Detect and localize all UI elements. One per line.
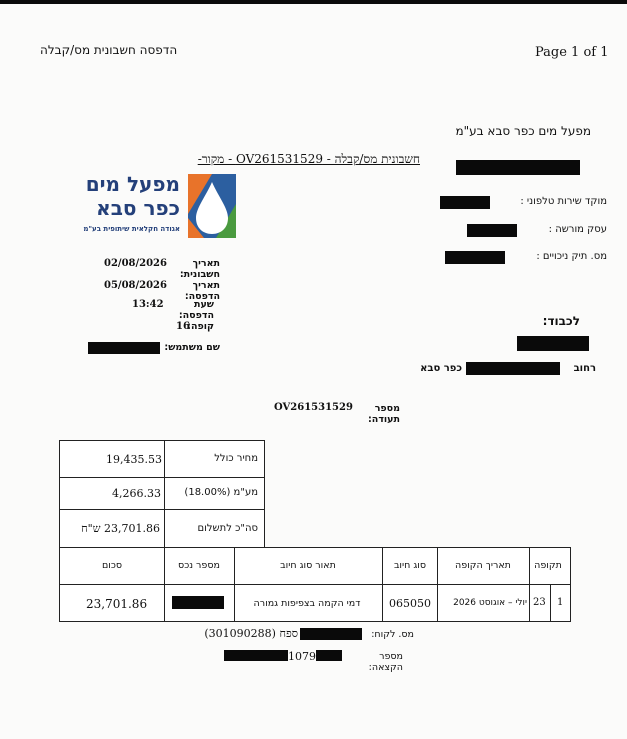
total-due-label: סה"כ לתשלום xyxy=(197,523,258,534)
print-title: הדפסה חשבונית מס/קבלה xyxy=(40,43,178,57)
vat-label: מע"מ (18.00%) xyxy=(184,487,258,498)
print-time-label: שעת הדפסה: xyxy=(178,299,214,321)
redacted-recipient-name xyxy=(517,336,589,351)
water-drop-logo-icon xyxy=(188,174,236,238)
street-label: רחוב xyxy=(573,363,596,374)
customer-annex: ספח (301090288) xyxy=(204,627,298,640)
col-desc-header: תאור סוג חיוב xyxy=(280,560,336,571)
redacted-username xyxy=(88,342,160,354)
company-logo xyxy=(188,174,236,238)
redacted-customer-number xyxy=(300,628,362,640)
invoice-date-value: 02/08/2026 xyxy=(104,258,167,269)
logo-line-2: כפר סבא xyxy=(96,196,180,220)
row-index: 1 xyxy=(557,597,564,608)
allocation-number-label: מספר הקצאה: xyxy=(368,651,403,673)
vat-value: 4,266.33 xyxy=(112,487,161,500)
total-due-value: 23,701.86 ש"ח xyxy=(81,522,160,535)
redacted-dealer-number xyxy=(467,224,517,237)
tax-file-label: מס. תיק ניכויים : xyxy=(536,251,607,262)
register-value: 16 xyxy=(176,321,190,332)
recipient-to-label: לכבוד: xyxy=(542,314,580,328)
print-date-value: 05/08/2026 xyxy=(104,280,167,291)
col-date-header: תאריך הקופה xyxy=(455,560,511,571)
recipient-city: כפר סבא xyxy=(420,363,462,374)
licensed-dealer-label: עסק מורשה : xyxy=(548,224,607,235)
redacted-allocation-rest xyxy=(224,650,288,661)
invoice-date-label: תאריך חשבונית: xyxy=(179,258,220,280)
customer-number-label: מס. לקוח: xyxy=(371,629,414,640)
redacted-tax-file xyxy=(445,251,505,264)
subtotal-value: 19,435.53 xyxy=(106,453,162,466)
logo-line-1: מפעל מים xyxy=(85,172,180,196)
invoice-details xyxy=(80,256,220,356)
page-indicator: Page 1 of 1 xyxy=(535,45,609,60)
service-center-label: מוקד שירות טלפוני : xyxy=(520,196,607,207)
col-amount-header: סכום xyxy=(101,560,123,571)
username-label: שם משתמש: xyxy=(164,342,220,353)
row-amount: 23,701.86 xyxy=(86,597,148,611)
redacted-street xyxy=(466,362,560,375)
row-charge-description: דמי הקמה בצפיפות גמורה xyxy=(253,598,361,609)
col-type-header: סוג חיוב xyxy=(393,560,427,571)
document-title: חשבונית מס/קבלה - OV261531529 - מקור- xyxy=(197,152,420,166)
row-charge-type: 065050 xyxy=(389,597,431,610)
col-period-header: תקופה xyxy=(534,560,562,571)
print-time-value: 13:42 xyxy=(132,299,164,310)
row-period: 23 xyxy=(533,597,546,608)
col-asset-header: מספר נכס xyxy=(178,560,220,571)
print-date-label: תאריך הדפסה: xyxy=(184,280,220,302)
company-name: מפעל מים כפר סבא בע"מ xyxy=(455,124,591,138)
document-number-value: OV261531529 xyxy=(274,402,353,413)
subtotal-label: מחיר כולל xyxy=(214,453,258,464)
redacted-address xyxy=(456,160,580,175)
allocation-number-partial: 1079 xyxy=(288,650,316,663)
register-label: קופה: xyxy=(187,321,214,332)
logo-tagline: אגודה חקלאית שיתופית בע"מ xyxy=(83,225,180,233)
redacted-asset-number xyxy=(172,596,224,609)
row-period-dates: יולי – אוגוסט 2026 xyxy=(453,598,527,608)
redacted-phone xyxy=(440,196,490,209)
document-number-label: מספר תעודה: xyxy=(368,403,400,425)
redacted-allocation-part xyxy=(316,650,342,661)
